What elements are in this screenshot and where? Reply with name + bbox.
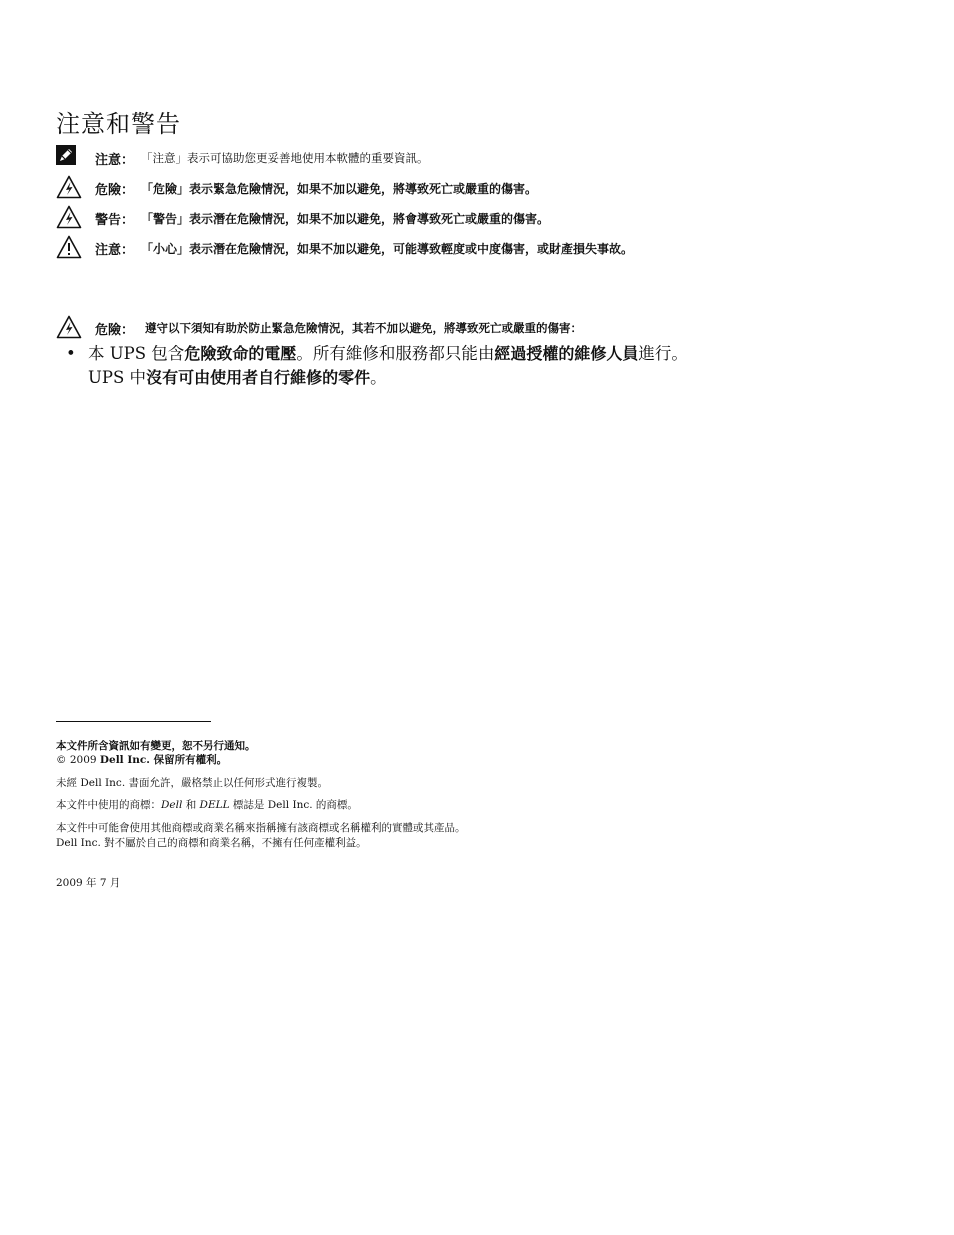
proprietary-disclaimer: Dell Inc. 對不屬於自己的商標和商業名稱，不擁有任何產權利益。 <box>56 837 367 849</box>
notice-text: 遵守以下須知有助於防止緊急危險情況，其若不加以避免，將導致死亡或嚴重的傷害： <box>145 321 582 335</box>
bullet-dot: • <box>66 344 76 363</box>
notice-label: 警告： <box>95 212 135 228</box>
notice-text: 「警告」表示潛在危險情況，如果不加以避免，將會導致死亡或嚴重的傷害。 <box>141 211 550 226</box>
notice-text: 「注意」表示可協助您更妥善地使用本軟體的重要資訊。 <box>141 151 429 165</box>
caution-triangle-icon <box>56 235 84 261</box>
note-pencil-icon <box>56 145 84 171</box>
bullet-item <box>66 342 726 390</box>
footnote-divider <box>56 721 211 722</box>
note-notice <box>56 145 429 171</box>
danger-notice <box>56 175 537 201</box>
page-title: 注意和警告 <box>56 110 181 138</box>
bullet-text: 本 UPS 包含危險致命的電壓。所有維修和服務都只能由經過授權的維修人員進行。 UPS 中沒有可由使用者自行維修的零件。 <box>88 344 688 387</box>
notice-label: 危險： <box>95 182 135 198</box>
info-change-note: 本文件所含資訊如有變更，恕不另行通知。 <box>56 740 256 752</box>
ups-danger-notice <box>56 315 582 341</box>
reproduction-note: 未經 Dell Inc. 書面允許，嚴格禁止以任何形式進行複製。 <box>56 777 328 789</box>
electrical-hazard-icon <box>56 315 84 341</box>
notice-label: 注意： <box>95 242 135 258</box>
publication-date: 2009 年 7 月 <box>56 877 121 889</box>
electrical-hazard-icon <box>56 175 84 201</box>
electrical-hazard-icon <box>56 205 84 231</box>
notice-label: 注意： <box>95 152 135 168</box>
notice-text: 「危險」表示緊急危險情況，如果不加以避免，將導致死亡或嚴重的傷害。 <box>141 181 538 196</box>
notice-label: 危險： <box>95 322 135 338</box>
caution-notice <box>56 235 633 261</box>
notice-text: 「小心」表示潛在危險情況，如果不加以避免，可能導致輕度或中度傷害，或財產損失事故。 <box>141 241 634 256</box>
warning-notice <box>56 205 549 231</box>
copyright-line: © 2009 Dell Inc. 保留所有權利。 <box>56 754 228 766</box>
trademark-note: 本文件中使用的商標：Dell 和 DELL 標誌是 Dell Inc. 的商標。 <box>56 799 358 811</box>
other-trademarks-note: 本文件中可能會使用其他商標或商業名稱來指稱擁有該商標或名稱權利的實體或其產品。 <box>56 822 466 834</box>
